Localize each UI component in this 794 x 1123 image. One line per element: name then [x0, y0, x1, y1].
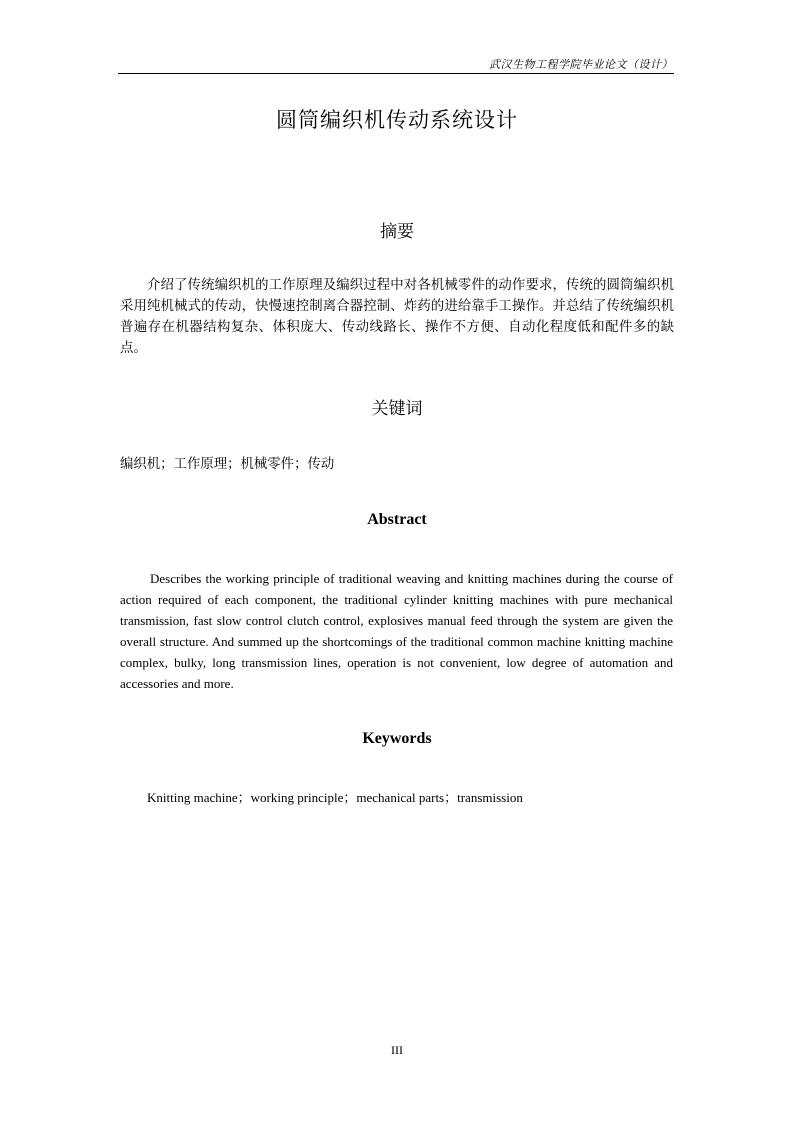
- running-header: 武汉生物工程学院毕业论文（设计）: [489, 58, 673, 71]
- page-title: 圆筒编织机传动系统设计: [276, 108, 518, 132]
- header-rule: [118, 73, 674, 74]
- page-number: III: [391, 1043, 403, 1057]
- abstract-cn-heading: 摘要: [380, 222, 414, 242]
- keywords-cn-heading: 关键词: [371, 399, 423, 419]
- keywords-en-heading: Keywords: [362, 730, 432, 747]
- abstract-en-heading: Abstract: [367, 511, 427, 528]
- abstract-cn-body: 介绍了传统编织机的工作原理及编织过程中对各机械零件的动作要求，传统的圆筒编织机采用纯机械式的传动，快慢速控制离合器控制、炸药的进给靠手工操作。并总结了传统编织机普遍存在机器结构复杂、体积庞大、传动线路长、操作不方便、自动化程度低和配件多的缺点。: [120, 278, 674, 356]
- keywords-cn-body: 编织机；工作原理；机械零件；传动: [120, 457, 335, 472]
- abstract-en-body: Describes the working principle of traditional weaving and knitting machines during the course of action required of each component, the traditional cylinder knitting machines with pure mechanical transmission, fast slow control clutch control, explosives manual feed through the system are given the overall structure. And summed up the shortcomings of the traditional common machine knitting machine complex, bulky, long transmission lines, operation is not convenient, low degree of automation and accessories and more.: [120, 571, 673, 691]
- keywords-en-body: Knitting machine；working principle；mechanical parts；transmission: [147, 790, 523, 805]
